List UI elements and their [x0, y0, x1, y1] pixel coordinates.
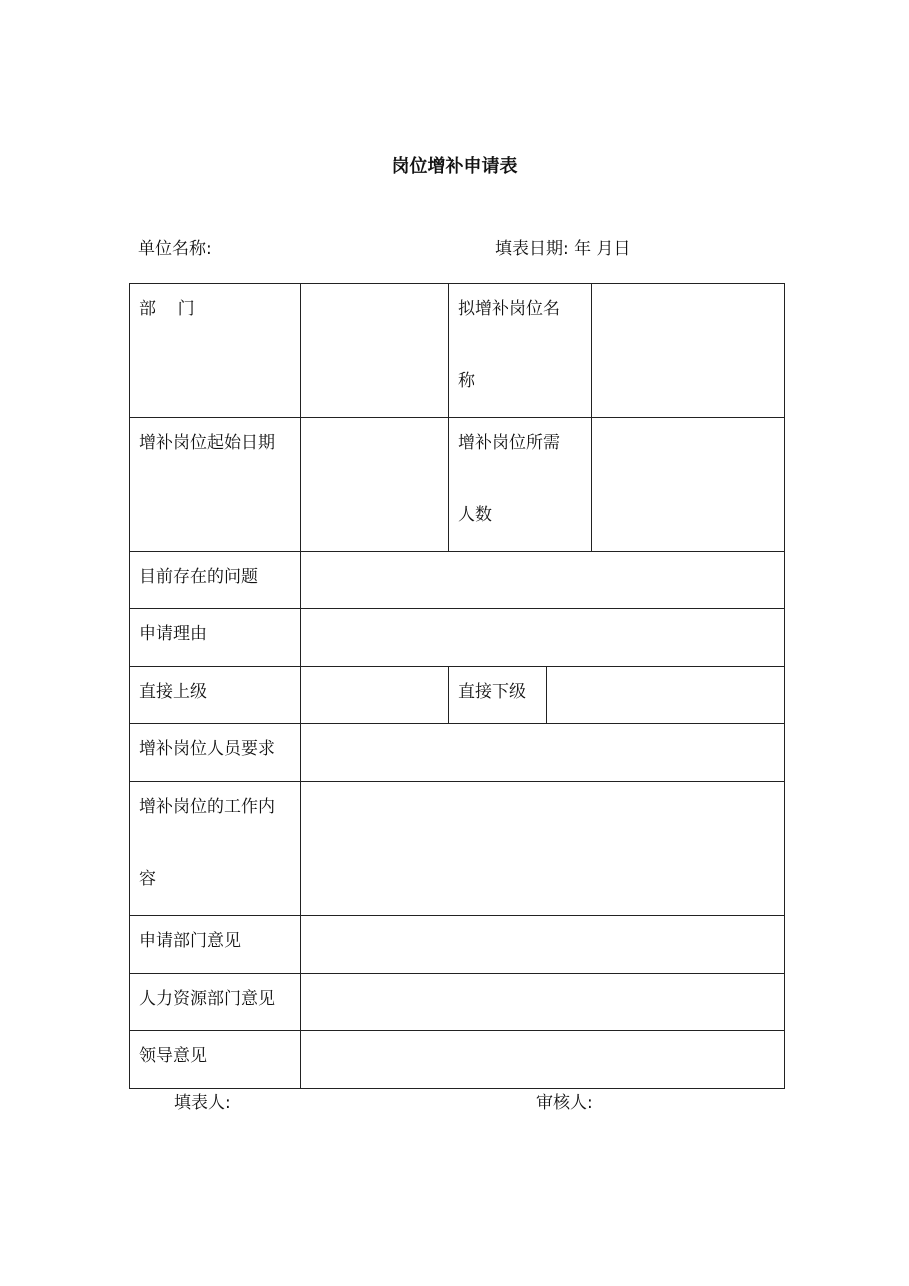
table-row — [130, 418, 785, 552]
requirements-label: 增补岗位人员要求 — [139, 739, 275, 759]
reason-label: 申请理由 — [139, 624, 207, 644]
leader-opinion-label-cell — [130, 1031, 301, 1089]
fill-date-label: 填表日期: 年 月日 — [495, 239, 631, 259]
table-row — [130, 552, 785, 609]
proposed-position-value-cell[interactable] — [592, 284, 785, 418]
reason-label-cell — [130, 609, 301, 667]
table-row — [130, 1031, 785, 1089]
problems-label: 目前存在的问题 — [139, 567, 258, 587]
work-content-label-line1: 增补岗位的工作内 — [139, 797, 275, 817]
filler-label: 填表人: — [174, 1093, 231, 1113]
leader-opinion-value-cell[interactable] — [301, 1031, 785, 1089]
requirements-value-cell[interactable] — [301, 724, 785, 782]
table-row — [130, 609, 785, 667]
unit-name-label: 单位名称: — [138, 239, 212, 259]
reason-value-cell[interactable] — [301, 609, 785, 667]
proposed-position-label-cell — [449, 284, 592, 418]
dept-opinion-value-cell[interactable] — [301, 916, 785, 974]
application-form-table — [129, 283, 785, 1089]
hr-opinion-label: 人力资源部门意见 — [139, 989, 275, 1009]
headcount-value-cell[interactable] — [592, 418, 785, 552]
table-row — [130, 667, 785, 724]
direct-subordinate-label-cell — [449, 667, 547, 724]
direct-subordinate-label: 直接下级 — [458, 682, 526, 702]
reviewer-label: 审核人: — [536, 1093, 593, 1113]
work-content-value-cell[interactable] — [301, 782, 785, 916]
start-date-label: 增补岗位起始日期 — [139, 433, 275, 453]
table-row — [130, 974, 785, 1031]
problems-value-cell[interactable] — [301, 552, 785, 609]
proposed-position-label-line2: 称 — [458, 371, 475, 391]
direct-subordinate-value-cell[interactable] — [547, 667, 785, 724]
work-content-label-cell — [130, 782, 301, 916]
direct-superior-label: 直接上级 — [139, 682, 207, 702]
proposed-position-label-line1: 拟增补岗位名 — [458, 299, 560, 319]
direct-superior-label-cell — [130, 667, 301, 724]
dept-label-cell — [130, 284, 301, 418]
dept-label: 部 门 — [139, 299, 195, 319]
problems-label-cell — [130, 552, 301, 609]
direct-superior-value-cell[interactable] — [301, 667, 449, 724]
dept-opinion-label: 申请部门意见 — [139, 931, 241, 951]
leader-opinion-label: 领导意见 — [139, 1046, 207, 1066]
page-title: 岗位增补申请表 — [391, 156, 518, 177]
hr-opinion-value-cell[interactable] — [301, 974, 785, 1031]
work-content-label-line2: 容 — [139, 869, 156, 889]
headcount-label-line1: 增补岗位所需 — [458, 433, 560, 453]
start-date-label-cell — [130, 418, 301, 552]
table-row — [130, 916, 785, 974]
headcount-label-line2: 人数 — [458, 505, 492, 525]
table-row — [130, 284, 785, 418]
hr-opinion-label-cell — [130, 974, 301, 1031]
headcount-label-cell — [449, 418, 592, 552]
table-row — [130, 782, 785, 916]
start-date-value-cell[interactable] — [301, 418, 449, 552]
dept-value-cell[interactable] — [301, 284, 449, 418]
dept-opinion-label-cell — [130, 916, 301, 974]
